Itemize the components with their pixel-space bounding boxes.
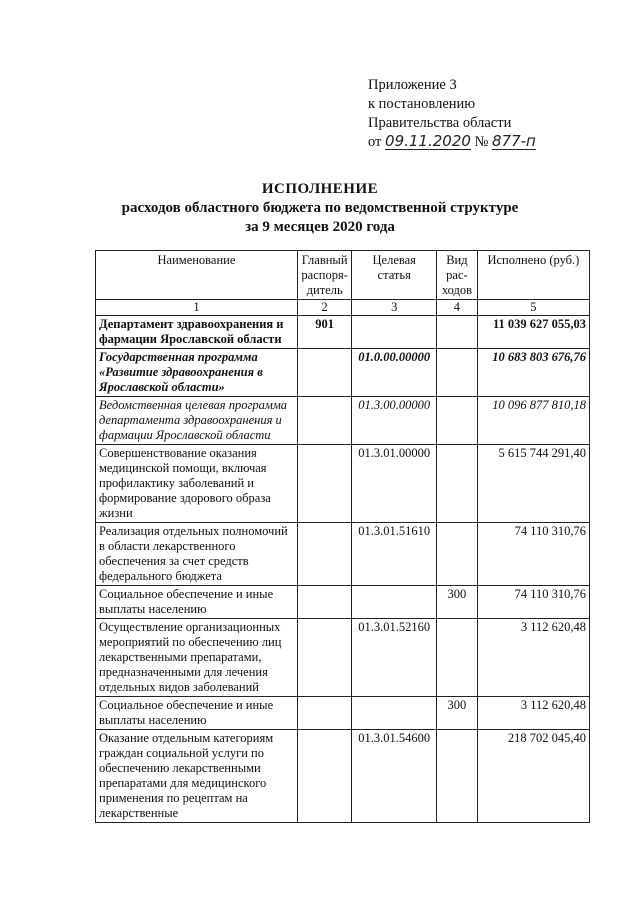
- column-number: 5: [477, 300, 589, 316]
- column-number: 3: [352, 300, 437, 316]
- row-target: 01.3.01.00000: [352, 445, 437, 523]
- row-manager: [297, 523, 351, 586]
- column-number: 1: [96, 300, 298, 316]
- column-number-row: [96, 300, 590, 316]
- appendix-line-2: к постановлению: [368, 96, 476, 112]
- table-header-row: [96, 251, 590, 300]
- column-number: 4: [437, 300, 478, 316]
- row-name: Ведомственная целевая программа департамента здравоохранения и фармации Ярославской области: [96, 397, 298, 445]
- row-type: 300: [437, 697, 478, 730]
- row-executed: 218 702 045,40: [477, 730, 589, 823]
- row-manager: [297, 397, 351, 445]
- row-type: 300: [437, 586, 478, 619]
- row-type: [437, 397, 478, 445]
- row-target: [352, 586, 437, 619]
- row-executed: 74 110 310,76: [477, 523, 589, 586]
- row-target: 01.3.01.51610: [352, 523, 437, 586]
- row-manager: [297, 445, 351, 523]
- appendix-line-1: Приложение 3: [368, 77, 457, 93]
- row-name: Департамент здравоохранения и фармации Ярославской области: [96, 316, 298, 349]
- appendix-date-line: [368, 133, 536, 152]
- row-executed: 3 112 620,48: [477, 619, 589, 697]
- header-manager: Главный распоря-дитель: [297, 251, 351, 300]
- row-target: 01.0.00.00000: [352, 349, 437, 397]
- title-line-2: расходов областного бюджета по ведомственной структуре: [121, 200, 519, 216]
- header-type: Вид рас-ходов: [437, 251, 478, 300]
- budget-table: [95, 250, 590, 823]
- row-name: Государственная программа «Развитие здравоохранения в Ярославской области»: [96, 349, 298, 397]
- row-name: Реализация отдельных полномочий в области лекарственного обеспечения за счет средств федерального бюджета: [96, 523, 298, 586]
- row-executed: 10 683 803 676,76: [477, 349, 589, 397]
- row-name: Оказание отдельным категориям граждан социальной услуги по обеспечению лекарственными препаратами для медицинского применения по рецептам на лекарственные: [96, 730, 298, 823]
- row-type: [437, 316, 478, 349]
- row-name: Социальное обеспечение и иные выплаты населению: [96, 586, 298, 619]
- row-manager: [297, 619, 351, 697]
- row-name: Осуществление организационных мероприятий по обеспечению лиц лекарственными препаратами, предназначенными для лечения отдельных видов заболеваний: [96, 619, 298, 697]
- row-executed: 10 096 877 810,18: [477, 397, 589, 445]
- row-executed: 11 039 627 055,03: [477, 316, 589, 349]
- row-executed: 3 112 620,48: [477, 697, 589, 730]
- row-name: Социальное обеспечение и иные выплаты населению: [96, 697, 298, 730]
- row-target: 01.3.01.52160: [352, 619, 437, 697]
- column-number: 2: [297, 300, 351, 316]
- row-executed: 5 615 744 291,40: [477, 445, 589, 523]
- appendix-block: [368, 76, 536, 152]
- header-executed: Исполнено (руб.): [477, 251, 589, 300]
- handwritten-date: 09.11.2020: [385, 132, 471, 150]
- appendix-line-3: Правительства области: [368, 115, 512, 131]
- number-prefix: №: [474, 134, 489, 150]
- row-target: 01.3.00.00000: [352, 397, 437, 445]
- table-row: [96, 697, 590, 730]
- table-row: [96, 523, 590, 586]
- date-prefix: от: [368, 134, 382, 150]
- row-type: [437, 730, 478, 823]
- row-manager: [297, 730, 351, 823]
- row-type: [437, 523, 478, 586]
- row-type: [437, 349, 478, 397]
- row-target: [352, 316, 437, 349]
- title-line-3: за 9 месяцев 2020 года: [245, 219, 395, 235]
- row-executed: 74 110 310,76: [477, 586, 589, 619]
- table-row: [96, 730, 590, 823]
- row-manager: [297, 586, 351, 619]
- table-row: [96, 586, 590, 619]
- handwritten-number: 877-п: [492, 132, 536, 150]
- row-target: 01.3.01.54600: [352, 730, 437, 823]
- row-manager: [297, 697, 351, 730]
- document-title: [0, 180, 640, 237]
- row-name: Совершенствование оказания медицинской помощи, включая профилактику заболеваний и формирование здорового образа жизни: [96, 445, 298, 523]
- row-type: [437, 619, 478, 697]
- header-target: Целевая статья: [352, 251, 437, 300]
- row-manager: 901: [297, 316, 351, 349]
- row-type: [437, 445, 478, 523]
- title-heading: ИСПОЛНЕНИЕ: [261, 181, 379, 197]
- table-row: [96, 397, 590, 445]
- table-row: [96, 445, 590, 523]
- row-manager: [297, 349, 351, 397]
- table-row: [96, 619, 590, 697]
- row-target: [352, 697, 437, 730]
- table-row: [96, 316, 590, 349]
- header-name: Наименование: [96, 251, 298, 300]
- table-row: [96, 349, 590, 397]
